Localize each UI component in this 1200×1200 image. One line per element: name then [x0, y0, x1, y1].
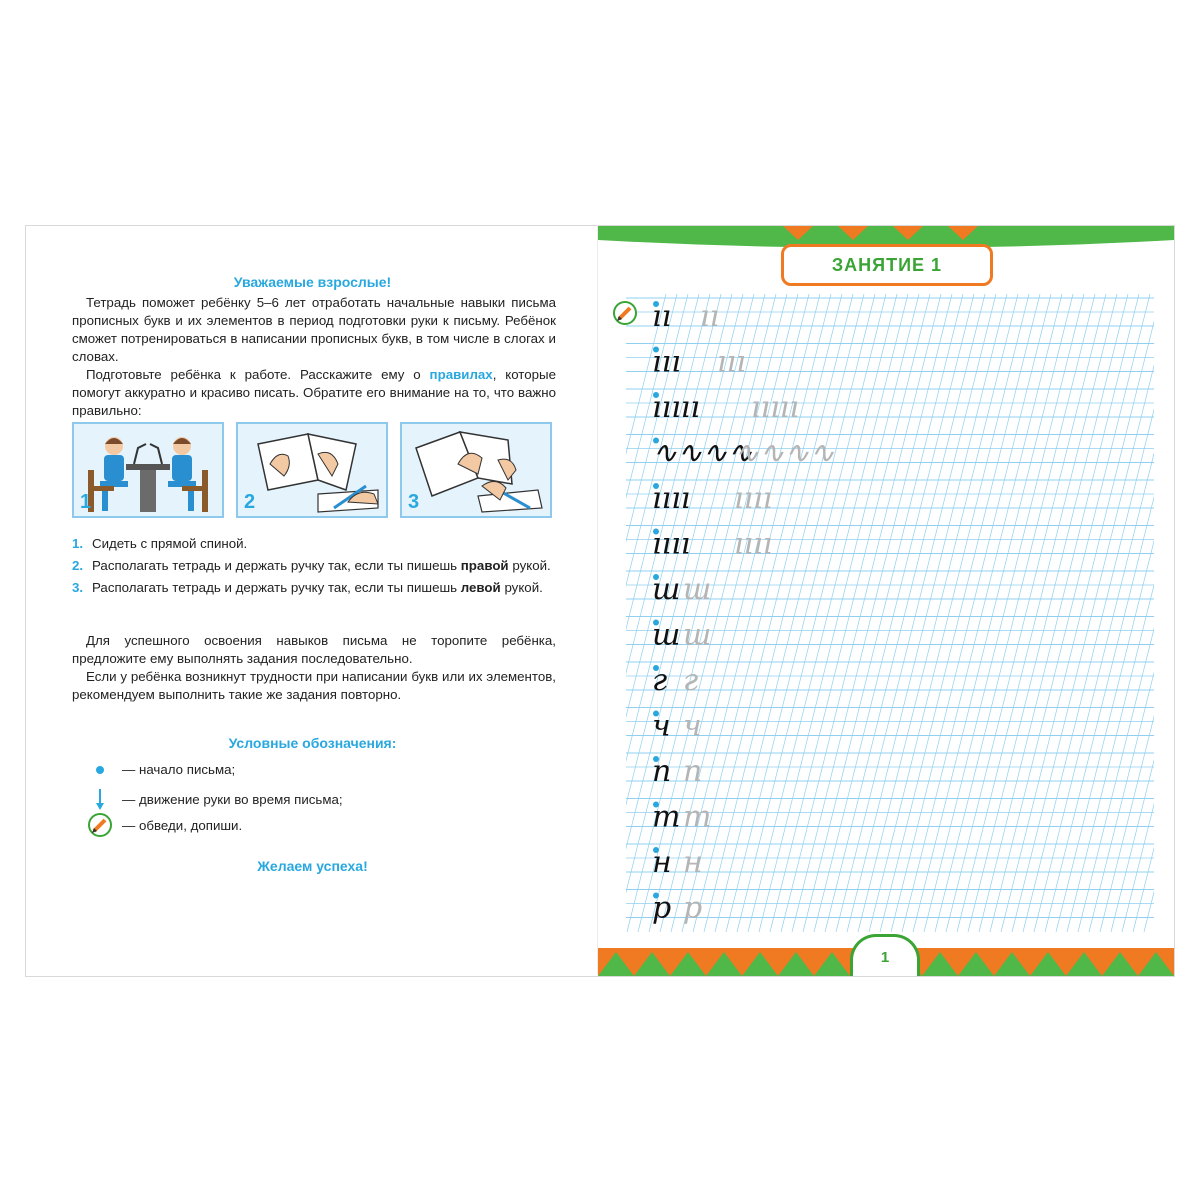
- legend-title: Условные обозначения:: [228, 735, 397, 751]
- illustration-sitting: [72, 422, 224, 518]
- practice-grid: [626, 294, 1154, 932]
- picture-number: 2: [244, 491, 256, 513]
- list-item: 2. Располагать тетрадь и держать ручку так, если ты пишешь правой рукой.: [72, 558, 551, 573]
- trace-glyph: н: [683, 845, 703, 880]
- children-at-desks-illustration: [74, 424, 222, 516]
- closing-text: Желаем успеха!: [257, 858, 368, 874]
- prep-paragraph: Подготовьте ребёнка к работе. Расскажите ему о правилах, которые помогут аккуратно и красиво писать. Обратите его внимание на то, что важно правильно:: [72, 367, 556, 418]
- rules-list: [72, 535, 556, 601]
- slant-line: [847, 294, 1007, 932]
- slant-line: [869, 294, 1029, 932]
- slant-line: [1045, 294, 1154, 932]
- slant-line: [825, 294, 985, 932]
- illustration-right-hand: [236, 422, 388, 518]
- page-number: 1: [850, 934, 920, 977]
- left-hand-writing-illustration: [402, 424, 550, 516]
- left-page: [25, 225, 599, 977]
- slant-line: [792, 294, 952, 932]
- sample-glyph: ч: [652, 708, 671, 744]
- slant-line: [913, 294, 1073, 932]
- sample-glyph: ıı: [652, 299, 672, 334]
- sample-glyph: г: [652, 663, 668, 698]
- sample-glyph: р: [652, 890, 672, 926]
- sample-glyph: ш: [652, 617, 681, 653]
- sample-glyph: ıııı: [652, 526, 691, 562]
- slant-line: [1111, 294, 1154, 932]
- slant-line: [836, 294, 996, 932]
- arrow-down-icon: [86, 787, 114, 811]
- sample-glyph: н: [652, 845, 672, 880]
- trace-glyph: ш: [683, 572, 712, 607]
- legend-item-movement: — движение руки во время письма;: [86, 787, 343, 811]
- dot-icon: [86, 765, 114, 775]
- trace-glyph: т: [683, 799, 712, 835]
- trace-glyph: ч: [683, 708, 702, 744]
- list-item: 1. Сидеть с прямой спиной.: [72, 536, 248, 551]
- trace-glyph: ш: [683, 617, 712, 653]
- slant-line: [1089, 294, 1154, 932]
- trace-glyph: ıııı: [734, 526, 773, 562]
- trace-glyph: ıııı: [734, 481, 773, 516]
- rules-link[interactable]: правилах: [429, 367, 493, 382]
- sample-glyph: т: [652, 799, 681, 835]
- legend-item-start: — начало письма;: [86, 762, 235, 777]
- right-page: [598, 225, 1175, 977]
- pencil-icon: [86, 812, 114, 838]
- trace-glyph: ıı: [700, 299, 720, 334]
- lesson-title: ЗАНЯТИЕ 1: [781, 244, 993, 286]
- slant-line: [1122, 294, 1154, 932]
- slant-line: [1144, 294, 1154, 932]
- page-title: Уважаемые взрослые!: [233, 274, 392, 290]
- advice-paragraph-2: Если у ребёнка возникнут трудности при написании букв или их элементов, рекомендуем выполнить такие же задания повторно.: [72, 669, 556, 702]
- legend-item-trace: — обведи, допиши.: [86, 812, 242, 838]
- slant-line: [968, 294, 1128, 932]
- trace-glyph: г: [683, 663, 699, 698]
- sample-glyph: ııı: [652, 344, 681, 380]
- sample-glyph: ııııı: [652, 390, 700, 425]
- slant-line: [781, 294, 941, 932]
- slant-line: [858, 294, 1018, 932]
- sample-glyph: ∿∿∿∿: [652, 435, 753, 471]
- trace-glyph: п: [683, 754, 703, 789]
- sample-glyph: ıııı: [652, 481, 691, 516]
- slant-line: [946, 294, 1106, 932]
- slant-line: [902, 294, 1062, 932]
- trace-glyph: р: [683, 890, 703, 926]
- illustration-left-hand: [400, 422, 552, 518]
- slant-line: [1001, 294, 1154, 932]
- slant-line: [891, 294, 1051, 932]
- slant-line: [1078, 294, 1154, 932]
- sample-glyph: п: [652, 754, 672, 789]
- slant-line: [957, 294, 1117, 932]
- slant-line: [990, 294, 1150, 932]
- list-item: 3. Располагать тетрадь и держать ручку так, если ты пишешь левой рукой.: [72, 580, 543, 595]
- slant-line: [803, 294, 963, 932]
- slant-line: [726, 294, 886, 932]
- trace-pencil-icon: [612, 300, 638, 331]
- slant-line: [1023, 294, 1154, 932]
- slant-line: [814, 294, 974, 932]
- picture-number: 1: [80, 491, 92, 513]
- right-hand-writing-illustration: [238, 424, 386, 516]
- trace-glyph: ııııı: [751, 390, 799, 425]
- advice-paragraph-1: Для успешного освоения навыков письма не торопите ребёнка, предложите ему выполнять задания последовательно.: [72, 633, 556, 666]
- slant-line: [924, 294, 1084, 932]
- slant-line: [1012, 294, 1154, 932]
- picture-number: 3: [408, 491, 420, 513]
- sample-glyph: ш: [652, 572, 681, 607]
- trace-glyph: ııı: [717, 344, 746, 380]
- slant-line: [880, 294, 1040, 932]
- trace-glyph: ∿∿∿∿: [734, 435, 835, 471]
- slant-line: [979, 294, 1139, 932]
- slant-line: [935, 294, 1095, 932]
- intro-paragraph: Тетрадь поможет ребёнку 5–6 лет отработать начальные навыки письма прописных букв и их элементов в период подготовки руки к письму. Ребёнок сможет потренироваться в написании прописных букв, в том числе в слогах и словах.: [72, 295, 556, 364]
